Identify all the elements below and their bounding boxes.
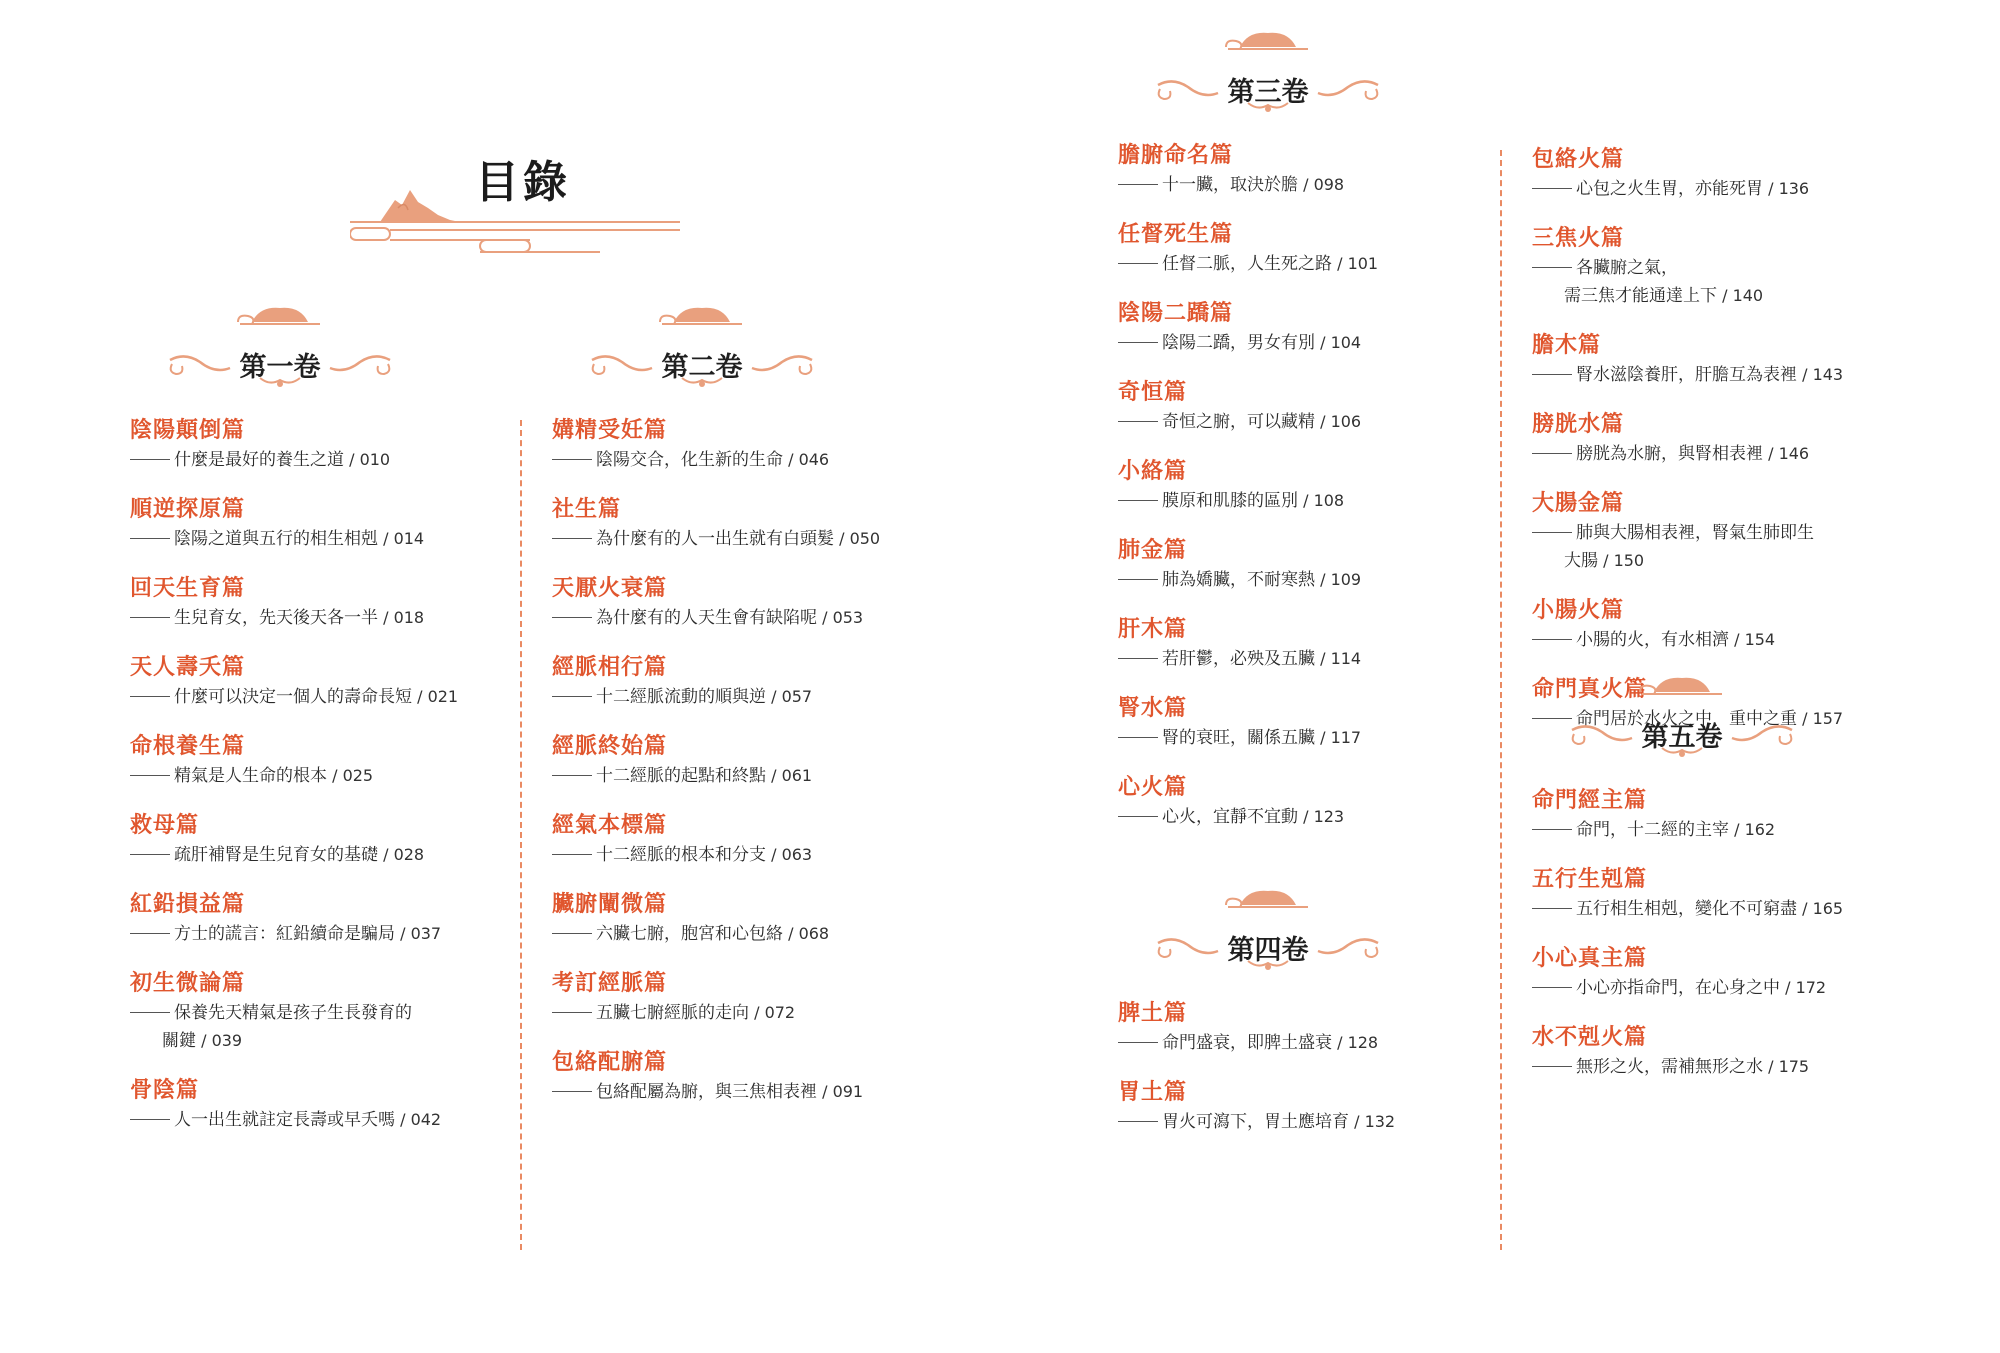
mountain-cloud-ornament [350,170,690,260]
chapter-title[interactable]: 膀胱水篇 [1532,412,1625,437]
chapter-description [1532,361,1952,389]
volume-5-column [1532,670,1952,1102]
description-text: 什麼是最好的養生之道 [174,450,344,470]
volume-title: 第一卷 [239,352,321,383]
toc-entry[interactable] [1532,865,1952,923]
em-dash-rule [130,538,170,539]
em-dash-rule [1532,267,1572,268]
description-text: 膀胱為水腑，與腎相表裡 [1576,444,1763,464]
chapter-description [1118,803,1518,831]
chapter-title[interactable]: 膽木篇 [1532,333,1602,358]
em-dash-rule [130,933,170,934]
em-dash-rule [552,617,592,618]
chapter-title[interactable]: 包絡火篇 [1532,147,1625,172]
em-dash-rule [552,1012,592,1013]
chapter-title[interactable]: 臟腑闡微篇 [552,892,668,917]
em-dash-rule [130,617,170,618]
volume-title: 第四卷 [1227,935,1309,966]
chapter-title[interactable]: 社生篇 [552,497,622,522]
description-text: 五臟七腑經脈的走向 [596,1003,749,1023]
description-text: 十二經脈的起點和終點 [596,766,766,786]
em-dash-rule [552,854,592,855]
page-number: / 175 [1763,1057,1810,1076]
chapter-title[interactable]: 脾土篇 [1118,1001,1188,1026]
chapter-description [130,920,530,948]
volume-header [1562,670,1802,780]
toc-entry[interactable] [130,574,530,632]
chapter-description [1118,1029,1518,1057]
volume-3-column [1118,25,1518,852]
page-number: / 072 [749,1003,796,1022]
description-text: 各臟腑之氣， [1576,258,1678,278]
chapter-title[interactable]: 經脈終始篇 [552,734,668,759]
chapter-title[interactable]: 肝木篇 [1118,617,1188,642]
em-dash-rule [130,1012,170,1013]
chapter-description [552,920,952,948]
description-text: 生兒育女，先天後天各一半 [174,608,378,628]
page-number: / 098 [1298,175,1345,194]
description-text: 心火，宜靜不宜動 [1162,807,1298,827]
chapter-title[interactable]: 紅鉛損益篇 [130,892,246,917]
chapter-title[interactable]: 媾精受妊篇 [552,418,668,443]
page-number: / 104 [1315,333,1362,352]
em-dash-rule [1118,737,1158,738]
description-text: 肺為嬌臟，不耐寒熱 [1162,570,1315,590]
chapter-description [1532,1053,1952,1081]
description-text: 心包之火生胃，亦能死胃 [1576,179,1763,199]
page-number: / 143 [1797,365,1844,384]
chapter-description [130,762,530,790]
description-text: 保養先天精氣是孩子生長發育的 [174,1003,412,1023]
toc-entry[interactable] [1118,1078,1518,1136]
page-number: / 165 [1797,899,1844,918]
toc-entry[interactable] [130,732,530,790]
page-number: / 018 [378,608,425,627]
chapter-title[interactable]: 救母篇 [130,813,200,838]
chapter-description [130,525,530,553]
description-text: 小腸的火，有水相濟 [1576,630,1729,650]
volume-3-continued-column [1532,145,1952,754]
toc-entry[interactable] [130,653,530,711]
em-dash-rule [130,459,170,460]
description-text: 疏肝補腎是生兒育女的基礎 [174,845,378,865]
chapter-title[interactable]: 命根養生篇 [130,734,246,759]
page-number: / 128 [1332,1033,1379,1052]
page-number: / 162 [1729,820,1776,839]
toc-entry[interactable] [1532,596,1952,654]
description-text: 精氣是人生命的根本 [174,766,327,786]
toc-entry[interactable] [1118,220,1518,278]
toc-entry[interactable] [1118,457,1518,515]
page-number: / 106 [1315,412,1362,431]
toc-entry[interactable] [552,890,952,948]
volume-title: 第二卷 [661,352,743,383]
toc-entry[interactable] [1118,378,1518,436]
toc-entry[interactable] [1532,1023,1952,1081]
chapter-description [1118,250,1518,278]
chapter-title[interactable]: 骨陰篇 [130,1078,200,1103]
chapter-title[interactable]: 五行生剋篇 [1532,867,1648,892]
description-text: 陰陽交合，化生新的生命 [596,450,783,470]
toc-entry[interactable] [130,890,530,948]
chapter-title[interactable]: 天厭火衰篇 [552,576,668,601]
em-dash-rule [1118,1121,1158,1122]
page-number: / 053 [817,608,864,627]
chapter-title[interactable]: 小腸火篇 [1532,598,1625,623]
em-dash-rule [130,1119,170,1120]
toc-title-block [350,140,690,260]
volume-4-column [1118,883,1518,1157]
page-number: / 068 [783,924,830,943]
chapter-description [130,683,530,711]
description-text: 無形之火，需補無形之水 [1576,1057,1763,1077]
chapter-description [1118,724,1518,752]
chapter-title[interactable]: 腎水篇 [1118,696,1188,721]
em-dash-rule [1118,658,1158,659]
description-text: 命門，十二經的主宰 [1576,820,1729,840]
chapter-description [1532,895,1952,923]
chapter-description [130,1106,530,1134]
page-number: / 154 [1729,630,1776,649]
em-dash-rule [552,696,592,697]
volume-header [582,300,822,410]
em-dash-rule [552,538,592,539]
em-dash-rule [552,933,592,934]
toc-entry[interactable] [552,495,952,553]
toc-entry[interactable] [130,811,530,869]
description-text: 十一臟，取決於膽 [1162,175,1298,195]
description-text: 為什麼有的人一出生就有白頭髮 [596,529,834,549]
toc-entry[interactable] [1532,331,1952,389]
chapter-title[interactable]: 經氣本標篇 [552,813,668,838]
chapter-description [130,446,530,474]
description-text: 五行相生相剋，變化不可窮盡 [1576,899,1797,919]
description-text: 陰陽之道與五行的相生相剋 [174,529,378,549]
volume-title: 第五卷 [1641,722,1723,753]
page-number: / 108 [1298,491,1345,510]
page-number: / 014 [378,529,425,548]
description-text-continued: 大腸 [1564,551,1598,571]
description-text: 胃火可瀉下，胃土應培育 [1162,1112,1349,1132]
chapter-title[interactable]: 任督死生篇 [1118,222,1234,247]
chapter-description [1118,408,1518,436]
chapter-title[interactable]: 大腸金篇 [1532,491,1625,516]
chapter-description [552,446,952,474]
chapter-title[interactable]: 經脈相行篇 [552,655,668,680]
em-dash-rule [1118,579,1158,580]
em-dash-rule [552,459,592,460]
em-dash-rule [1532,374,1572,375]
em-dash-rule [1532,639,1572,640]
chapter-description [1118,566,1518,594]
em-dash-rule [1118,263,1158,264]
em-dash-rule [1532,453,1572,454]
chapter-title[interactable]: 小絡篇 [1118,459,1188,484]
description-text: 奇恒之腑，可以藏精 [1162,412,1315,432]
description-text: 為什麼有的人天生會有缺陷呢 [596,608,817,628]
em-dash-rule [552,775,592,776]
description-text: 膜原和肌膝的區別 [1162,491,1298,511]
description-text-continued: 關鍵 [162,1031,196,1051]
em-dash-rule [1532,987,1572,988]
em-dash-rule [130,854,170,855]
toc-entry[interactable] [130,495,530,553]
description-text: 方士的謊言：紅鉛續命是騙局 [174,924,395,944]
chapter-title[interactable]: 考訂經脈篇 [552,971,668,996]
em-dash-rule [1532,188,1572,189]
em-dash-rule [130,696,170,697]
page-number: / 039 [196,1031,243,1050]
toc-entry[interactable] [552,811,952,869]
chapter-description [1118,645,1518,673]
chapter-description [1532,816,1952,844]
description-text: 任督二脈，人生死之路 [1162,254,1332,274]
page-title: 目錄 [475,157,571,208]
em-dash-rule [1118,421,1158,422]
toc-entry[interactable] [552,1048,952,1106]
page-number: / 046 [783,450,830,469]
toc-entry[interactable] [1532,410,1952,468]
em-dash-rule [552,1091,592,1092]
page-number: / 114 [1315,649,1362,668]
chapter-description [552,1078,952,1106]
em-dash-rule [1118,1042,1158,1043]
chapter-title[interactable]: 膽腑命名篇 [1118,143,1234,168]
page-number: / 136 [1763,179,1810,198]
description-text: 什麼可以決定一個人的壽命長短 [174,687,412,707]
chapter-title[interactable]: 天人壽夭篇 [130,655,246,680]
description-text: 腎水滋陰養肝，肝膽互為表裡 [1576,365,1797,385]
em-dash-rule [1532,829,1572,830]
volume-header [1148,25,1388,135]
column-divider [1500,150,1502,1250]
toc-entry[interactable] [1118,999,1518,1057]
toc-entry[interactable] [1532,786,1952,844]
em-dash-rule [130,775,170,776]
chapter-description [552,762,952,790]
page-number: / 123 [1298,807,1345,826]
toc-entry[interactable] [1118,773,1518,831]
chapter-description [552,683,952,711]
chapter-description [1532,519,1952,575]
chapter-title[interactable]: 小心真主篇 [1532,946,1648,971]
chapter-title[interactable]: 命門真火篇 [1532,677,1648,702]
chapter-title[interactable]: 三焦火篇 [1532,226,1625,251]
toc-entry[interactable] [552,574,952,632]
page-number: / 117 [1315,728,1362,747]
page-number: / 109 [1315,570,1362,589]
description-text: 六臟七腑，胞宮和心包絡 [596,924,783,944]
toc-entry[interactable] [552,653,952,711]
volume-header [1148,883,1388,993]
page-number: / 057 [766,687,813,706]
toc-entry[interactable] [130,416,530,474]
chapter-title[interactable]: 奇恒篇 [1118,380,1188,405]
page-number: / 157 [1797,709,1844,728]
chapter-title[interactable]: 命門經主篇 [1532,788,1648,813]
page-number: / 132 [1349,1112,1396,1131]
description-text: 十二經脈流動的順與逆 [596,687,766,707]
toc-entry[interactable] [130,1076,530,1134]
page-number: / 010 [344,450,391,469]
chapter-title[interactable]: 順逆探原篇 [130,497,246,522]
em-dash-rule [1118,184,1158,185]
chapter-title[interactable]: 初生微論篇 [130,971,246,996]
volume-header [160,300,400,410]
toc-entry[interactable] [130,969,530,1055]
em-dash-rule [1532,532,1572,533]
description-text: 若肝鬱，必殃及五臟 [1162,649,1315,669]
chapter-description [552,525,952,553]
page-number: / 146 [1763,444,1810,463]
chapter-description [130,604,530,632]
chapter-description [1532,974,1952,1002]
toc-entry[interactable] [1118,694,1518,752]
page-number: / 037 [395,924,442,943]
chapter-description [552,841,952,869]
page-number: / 042 [395,1110,442,1129]
page-number: / 150 [1598,551,1645,570]
volume-title: 第三卷 [1227,77,1309,108]
chapter-title[interactable]: 包絡配腑篇 [552,1050,668,1075]
toc-entry[interactable] [1118,299,1518,357]
toc-entry[interactable] [552,732,952,790]
chapter-title[interactable]: 心火篇 [1118,775,1188,800]
description-text: 腎的衰旺，關係五臟 [1162,728,1315,748]
toc-entry[interactable] [1532,145,1952,203]
toc-entry[interactable] [552,416,952,474]
toc-entry[interactable] [1118,536,1518,594]
em-dash-rule [1118,500,1158,501]
description-text: 肺與大腸相表裡，腎氣生肺即生 [1576,523,1814,543]
toc-entry[interactable] [552,969,952,1027]
chapter-title[interactable]: 陰陽二蹻篇 [1118,301,1234,326]
toc-entry[interactable] [1118,615,1518,673]
page-number: / 050 [834,529,881,548]
toc-entry[interactable] [1118,141,1518,199]
chapter-title[interactable]: 回天生育篇 [130,576,246,601]
chapter-description [130,841,530,869]
em-dash-rule [1118,342,1158,343]
page-number: / 028 [378,845,425,864]
volume-1-column [130,300,530,1155]
description-text: 人一出生就註定長壽或早夭嗎 [174,1110,395,1130]
description-text: 包絡配屬為腑，與三焦相表裡 [596,1082,817,1102]
volume-2-column [552,300,952,1127]
chapter-description [1532,254,1952,310]
page-number: / 091 [817,1082,864,1101]
em-dash-rule [1532,1066,1572,1067]
description-text: 小心亦指命門，在心身之中 [1576,978,1780,998]
chapter-title[interactable]: 水不剋火篇 [1532,1025,1648,1050]
column-divider [520,420,522,1250]
page-number: / 063 [766,845,813,864]
chapter-title[interactable]: 胃土篇 [1118,1080,1188,1105]
page-number: / 061 [766,766,813,785]
page-number: / 025 [327,766,374,785]
chapter-description [1532,175,1952,203]
description-text: 十二經脈的根本和分支 [596,845,766,865]
toc-entry[interactable] [1532,224,1952,310]
chapter-description [1118,329,1518,357]
chapter-description [1118,1108,1518,1136]
toc-entry[interactable] [1532,944,1952,1002]
toc-entry[interactable] [1532,489,1952,575]
chapter-description [1532,626,1952,654]
page-number: / 140 [1717,286,1764,305]
page-number: / 172 [1780,978,1827,997]
page-number: / 101 [1332,254,1379,273]
chapter-description [552,604,952,632]
description-text: 命門盛衰，即脾土盛衰 [1162,1033,1332,1053]
chapter-description [552,999,952,1027]
em-dash-rule [1532,908,1572,909]
chapter-description [1118,487,1518,515]
description-text: 陰陽二蹻，男女有別 [1162,333,1315,353]
chapter-description [1532,440,1952,468]
chapter-title[interactable]: 肺金篇 [1118,538,1188,563]
description-text-continued: 需三焦才能通達上下 [1564,286,1717,306]
page-number: / 021 [412,687,459,706]
chapter-title[interactable]: 陰陽顛倒篇 [130,418,246,443]
chapter-description [1118,171,1518,199]
description-text: 命門居於水火之中，重中之重 [1576,709,1797,729]
em-dash-rule [1118,816,1158,817]
chapter-description [130,999,530,1055]
